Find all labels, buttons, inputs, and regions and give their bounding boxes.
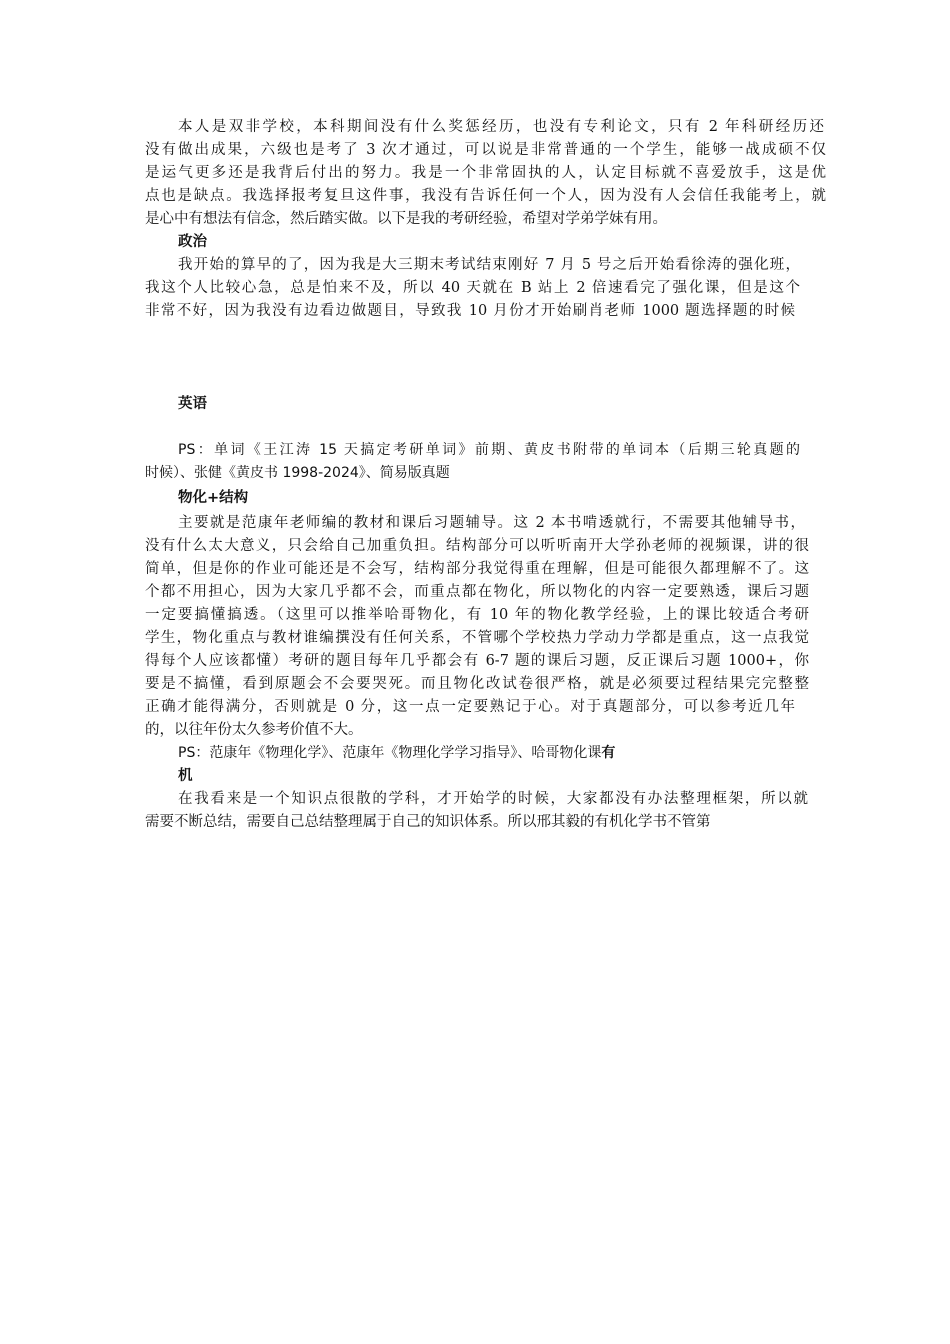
physchem-line-4: 个都不用担心，因为大家几乎都不会，而重点都在物化，所以物化的内容一定要熟透，课后习题	[145, 584, 809, 600]
physchem-line-1: 主要就是范康年老师编的教材和课后习题辅导。这 2 本书啃透就行，不需要其他辅导书，	[178, 515, 805, 531]
politics-line-3: 非常不好，因为我没有边看边做题目，导致我 10 月份才开始刷肖老师 1000 题选择题的时候	[145, 303, 795, 319]
physchem-heading: 物化+结构	[178, 490, 249, 506]
intro-line-4: 点也是缺点。我选择报考复旦这件事，我没有告诉任何一个人，因为没有人会信任我能考上，就	[145, 188, 826, 204]
politics-heading: 政治	[178, 234, 207, 250]
physchem-line-10: 的，以往年份太久参考价值不大。	[145, 722, 363, 738]
intro-line-1: 本人是双非学校，本科期间没有什么奖惩经历，也没有专利论文，只有 2 年科研经历还	[178, 119, 824, 135]
physchem-line-8: 要是不搞懂，看到原题会不会要哭死。而且物化改试卷很严格，就是必须要过程结果完完整整	[145, 676, 809, 692]
politics-line-2: 我这个人比较心急，总是怕来不及，所以 40 天就在 B 站上 2 倍速看完了强化课，但是这个	[145, 280, 800, 296]
politics-line-1: 我开始的算早的了，因为我是大三期末考试结束刚好 7 月 5 号之后开始看徐涛的强化班，	[178, 257, 800, 273]
organic-line-1: 在我看来是一个知识点很散的学科，才开始学的时候，大家都没有办法整理框架，所以就	[178, 791, 808, 807]
physchem-line-2: 没有什么太大意义，只会给自己加重负担。结构部分可以听听南开大学孙老师的视频课，讲的很	[145, 538, 809, 554]
physchem-line-3: 简单，但是你的作业可能还是不会写，结构部分我觉得重在理解，但是可能很久都理解不了。这	[145, 561, 809, 577]
physchem-line-6: 学生，物化重点与教材谁编撰没有任何关系，不管哪个学校热力学动力学都是重点，这一点我觉	[145, 630, 809, 646]
english-heading: 英语	[178, 396, 207, 412]
physchem-ps-text: PS：范康年《物理化学》、范康年《物理化学学习指导》、哈哥物化课	[178, 745, 602, 761]
physchem-line-7: 得每个人应该都懂）考研的题目每年几乎都会有 6-7 题的课后习题，反正课后习题 1000+，你	[145, 653, 809, 669]
organic-heading: 机	[178, 768, 193, 784]
english-ps-line-1: PS：单词《王江涛 15 天搞定考研单词》前期、黄皮书附带的单词本（后期三轮真题的	[178, 442, 800, 458]
physchem-ps-tail: 有	[601, 745, 616, 761]
organic-line-2: 需要不断总结，需要自己总结整理属于自己的知识体系。所以邢其毅的有机化学书不管第	[145, 814, 711, 830]
physchem-line-5: 一定要搞懂搞透。（这里可以推举哈哥物化，有 10 年的物化教学经验，上的课比较适合考研	[145, 607, 809, 623]
intro-line-3: 是运气更多还是我背后付出的努力。我是一个非常固执的人，认定目标就不喜爱放手，这是优	[145, 165, 826, 181]
physchem-line-9: 正确才能得满分，否则就是 0 分，这一点一定要熟记于心。对于真题部分，可以参考近几年	[145, 699, 795, 715]
physchem-ps-line	[178, 743, 615, 763]
intro-line-5: 是心中有想法有信念，然后踏实做。以下是我的考研经验，希望对学弟学妹有用。	[145, 211, 667, 227]
english-ps-line-2: 时候）、张健《黄皮书 1998-2024》、简易版真题	[145, 465, 450, 481]
intro-line-2: 没有做出成果，六级也是考了 3 次才通过，可以说是非常普通的一个学生，能够一战成硕不仅	[145, 142, 826, 158]
